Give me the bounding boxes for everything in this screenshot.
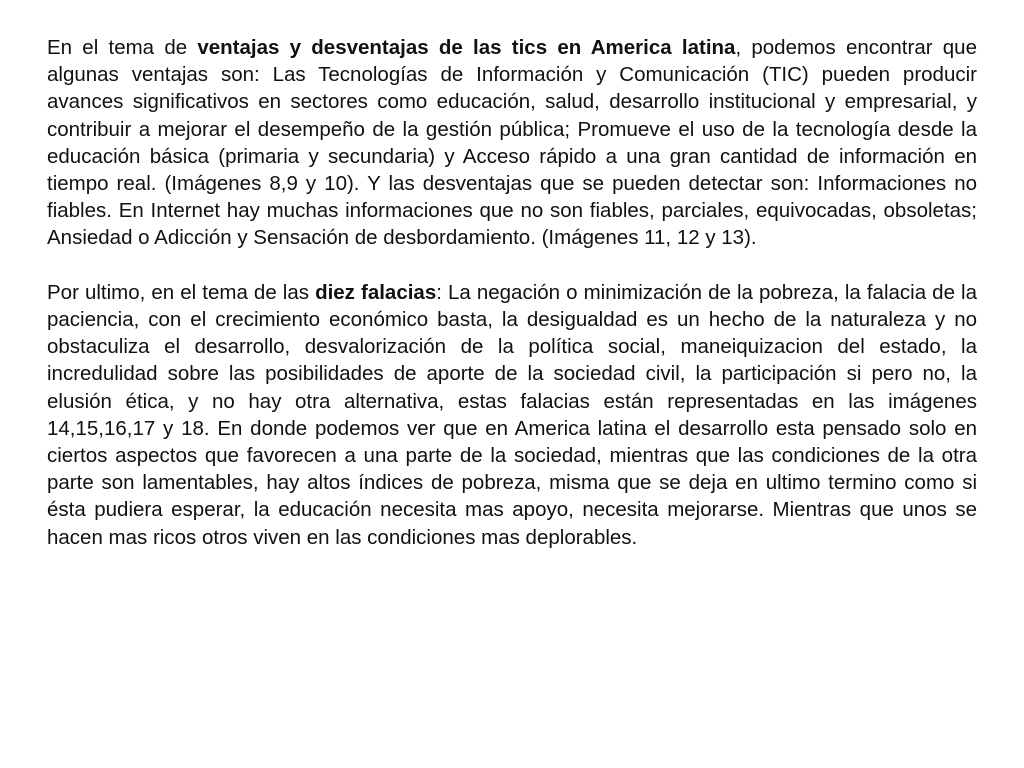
paragraph-2-intro: Por ultimo, en el tema de las: [47, 280, 316, 304]
paragraph-diez-falacias: [47, 279, 977, 551]
slide-text-body: [47, 34, 977, 551]
paragraph-2-body: : La negación o minimización de la pobreza, la falacia de la paciencia, con el crecimiento económico basta, la desigualdad es un hecho de la naturaleza y no obstaculiza el desarrollo, desvalorización de la política social, maneiquizacion del estado, la incredulidad sobre las posibilidades de aporte de la sociedad civil, la participación si pero no, la elusión ética, y no hay otra alternativa, estas falacias están representadas en las imágenes 14,15,16,17 y 18. En donde podemos ver que en America latina el desarrollo esta pensado solo en ciertos aspectos que favorecen a una parte de la sociedad, mientras que las condiciones de la otra parte son lamentables, hay altos índices de pobreza, misma que se deja en ultimo termino como si ésta pudiera esperar, la educación necesita mas apoyo, necesita mejorarse. Mientras que unos se hacen mas ricos otros viven en las condiciones mas deplorables.: [47, 280, 977, 549]
paragraph-1-body: , podemos encontrar que algunas ventajas son: Las Tecnologías de Información y Comunicación (TIC) pueden producir avances significativos en sectores como educación, salud, desarrollo institucional y empresarial, y contribuir a mejorar el desempeño de la gestión pública; Promueve el uso de la tecnología desde la educación básica (primaria y secundaria) y Acceso rápido a una gran cantidad de información en tiempo real. (Imágenes 8,9 y 10). Y las desventajas que se pueden detectar son: Informaciones no fiables. En Internet hay muchas informaciones que no son fiables, parciales, equivocadas, obsoletas; Ansiedad o Adicción y Sensación de desbordamiento. (Imágenes 11, 12 y 13).: [47, 36, 977, 250]
paragraph-2-topic: diez falacias: [315, 280, 437, 304]
paragraph-1-topic: ventajas y desventajas de las tics en America latina: [197, 36, 736, 59]
paragraph-1-intro: En el tema de: [47, 36, 198, 59]
paragraph-ventajas-desventajas: [47, 34, 977, 252]
paragraph-spacer: [47, 252, 977, 279]
